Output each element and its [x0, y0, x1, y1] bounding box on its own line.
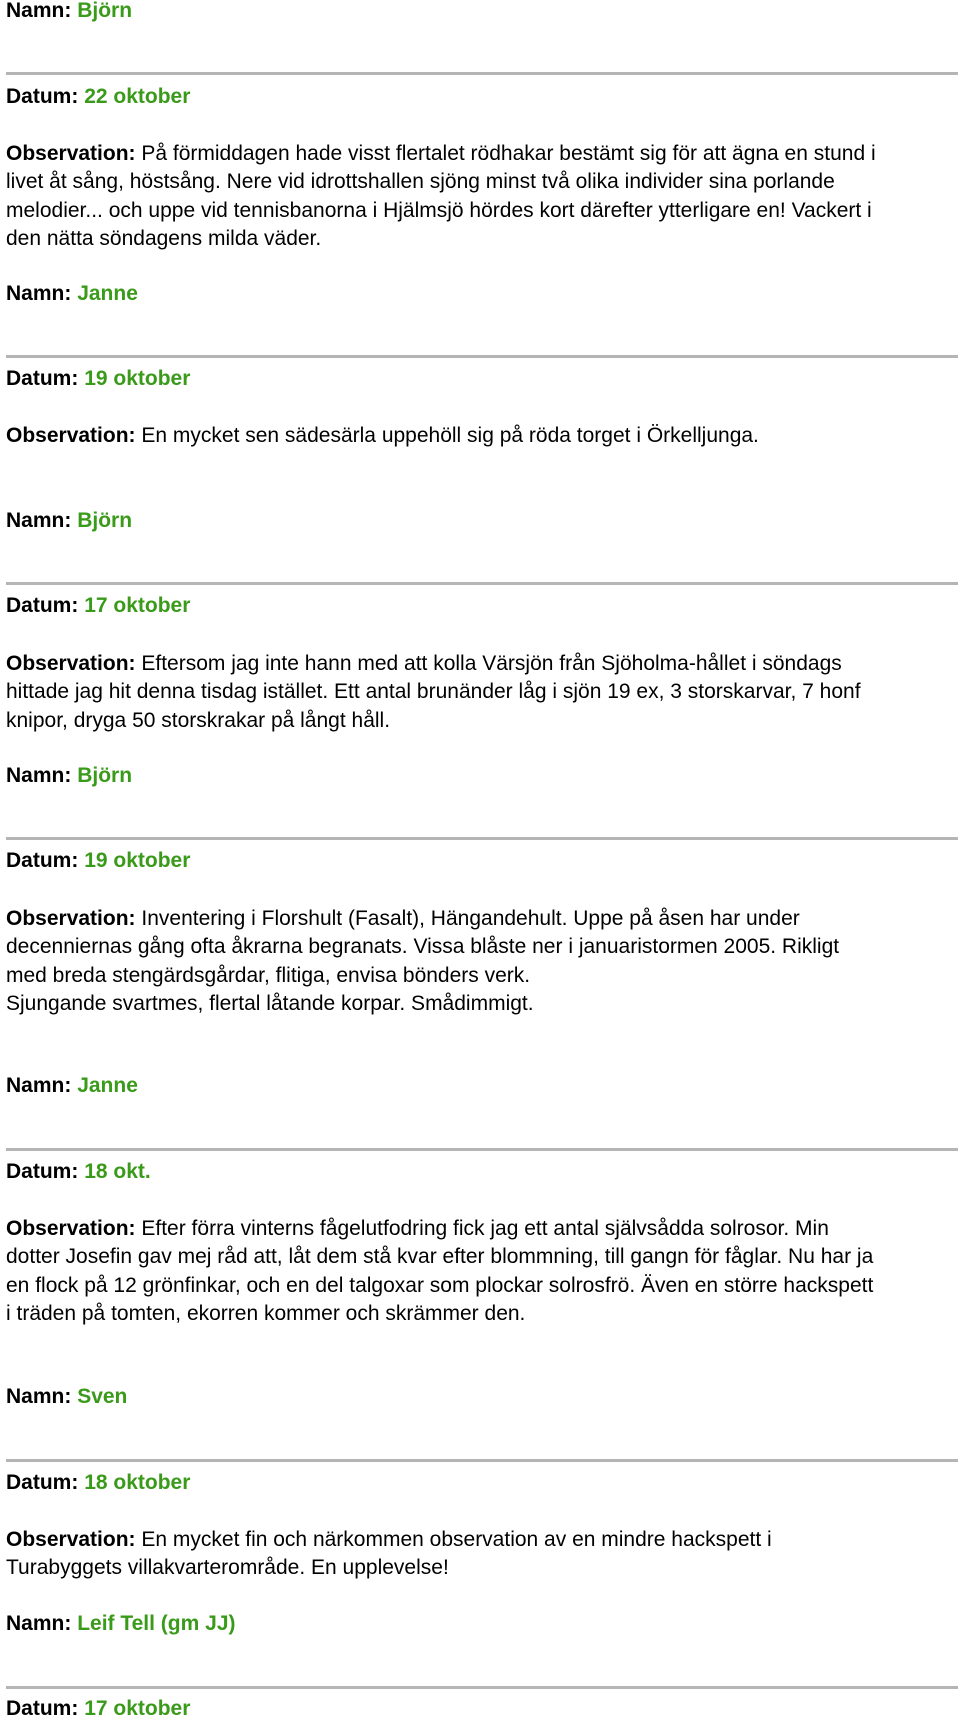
entry-name — [6, 280, 138, 308]
name-label: Namn: — [6, 1612, 72, 1635]
observation-text: På förmiddagen hade visst flertalet rödhakar bestämt sig för att ägna en stund i livet åt sång, höstsång. Nere vid idrottshallen sjöng minst två olika individer sina porlande melodier... och uppe vid tennisbanorna i Hjälmsjö hördes kort därefter ytterligare en! Vackert i den nätta söndagens milda väder. — [6, 142, 876, 250]
observation-text: Inventering i Florshult (Fasalt), Hängandehult. Uppe på åsen har under decenniernas gång ofta åkrarna begranats. Vissa blåste ner i januaristormen 2005. Rikligt med breda stengärdsgårdar, flitiga, envisa bönders verk. — [6, 907, 840, 987]
observation-label: Observation: — [6, 1528, 136, 1551]
entry-name — [6, 0, 132, 25]
name-label: Namn: — [6, 1385, 72, 1408]
entry-date — [6, 592, 190, 620]
entry-observation — [6, 905, 876, 1018]
date-value: 22 oktober — [84, 85, 191, 108]
entry-date — [6, 1469, 190, 1497]
name-value: Janne — [77, 1074, 138, 1097]
date-label: Datum: — [6, 1471, 79, 1494]
entry-date — [6, 847, 190, 875]
observation-text: En mycket sen sädesärla uppehöll sig på röda torget i Örkelljunga. — [141, 424, 759, 447]
name-value: Sven — [77, 1385, 128, 1408]
date-value: 18 okt. — [84, 1160, 151, 1183]
name-label: Namn: — [6, 282, 72, 305]
date-value: 19 oktober — [84, 849, 191, 872]
date-label: Datum: — [6, 85, 79, 108]
entry-observation — [6, 1526, 876, 1583]
date-value: 18 oktober — [84, 1471, 191, 1494]
entry-date — [6, 83, 190, 111]
observation-label: Observation: — [6, 1217, 136, 1240]
entry-observation — [6, 1215, 876, 1328]
observation-text: Eftersom jag inte hann med att kolla Värsjön från Sjöholma-hållet i söndags hittade jag hit denna tisdag istället. Ett antal brunänder låg i sjön 19 ex, 3 storskarvar, 7 honf knipor, dryga 50 storskrakar på långt håll. — [6, 652, 861, 732]
entry-divider — [6, 582, 958, 585]
entry-name — [6, 1072, 138, 1100]
name-label: Namn: — [6, 0, 72, 22]
entry-name — [6, 762, 132, 790]
name-label: Namn: — [6, 764, 72, 787]
entry-divider — [6, 1459, 958, 1462]
observation-label: Observation: — [6, 652, 136, 675]
entry-divider — [6, 1148, 958, 1151]
observation-label: Observation: — [6, 424, 136, 447]
date-label: Datum: — [6, 1697, 79, 1720]
name-label: Namn: — [6, 509, 72, 532]
entry-name — [6, 507, 132, 535]
name-value: Björn — [77, 0, 133, 22]
date-label: Datum: — [6, 1160, 79, 1183]
observation-text: Efter förra vinterns fågelutfodring fick jag ett antal självsådda solrosor. Min dotter Josefin gav mej råd att, låt dem stå kvar efter blommning, till gangn för fåglar. Nu har ja en flock på 12 grönfinkar, och en del talgoxar som plockar solrosfrö. Även en större hackspett i träden på tomten, ekorren kommer och skrämmer den. — [6, 1217, 874, 1325]
observation-text-extra: Sjungande svartmes, flertal låtande korpar. Smådimmigt. — [6, 991, 534, 1015]
entry-name — [6, 1383, 127, 1411]
entry-date — [6, 365, 190, 393]
entry-divider — [6, 837, 958, 840]
date-label: Datum: — [6, 594, 79, 617]
name-value: Björn — [77, 764, 133, 787]
date-value: 17 oktober — [84, 1697, 191, 1720]
entry-date — [6, 1695, 190, 1723]
entry-observation — [6, 140, 876, 253]
entry-divider — [6, 355, 958, 358]
date-value: 17 oktober — [84, 594, 191, 617]
date-label: Datum: — [6, 367, 79, 390]
entry-observation — [6, 422, 876, 450]
entry-divider — [6, 72, 958, 75]
entry-observation — [6, 650, 876, 735]
observation-label: Observation: — [6, 907, 136, 930]
name-value: Leif Tell (gm JJ) — [77, 1612, 236, 1635]
observation-label: Observation: — [6, 142, 136, 165]
date-label: Datum: — [6, 849, 79, 872]
observation-text: En mycket fin och närkommen observation av en mindre hackspett i Turabyggets villakvarterområde. En upplevelse! — [6, 1528, 772, 1580]
name-value: Janne — [77, 282, 138, 305]
date-value: 19 oktober — [84, 367, 191, 390]
entry-divider — [6, 1686, 958, 1689]
entry-date — [6, 1158, 151, 1186]
name-label: Namn: — [6, 1074, 72, 1097]
name-value: Björn — [77, 509, 133, 532]
entry-name — [6, 1610, 236, 1638]
